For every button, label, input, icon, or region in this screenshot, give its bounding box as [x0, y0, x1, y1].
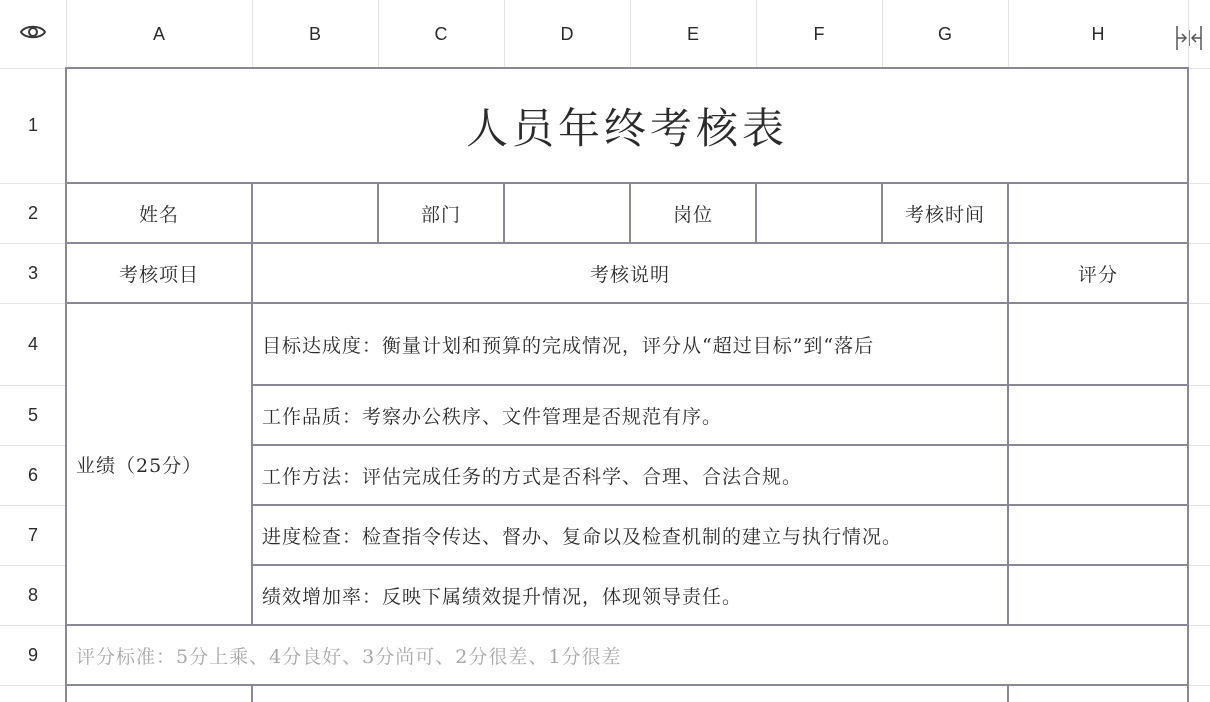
cell-time-value[interactable] [1009, 184, 1187, 242]
cell-score-4[interactable] [1009, 506, 1187, 564]
cell-item-4[interactable]: 进度检查：检查指令传达、督办、复命以及检查机制的建立与执行情况。 [262, 525, 903, 548]
row-header-6[interactable]: 6 [27, 464, 38, 485]
cell-score-5[interactable] [1009, 566, 1187, 624]
table-border [1187, 67, 1189, 702]
grid-line [1188, 445, 1210, 446]
grid-line [378, 0, 379, 68]
grid-line [1008, 0, 1009, 68]
cell-post-value[interactable] [757, 184, 881, 242]
row-header-1[interactable]: 1 [27, 115, 38, 135]
column-resize-icon[interactable] [1174, 24, 1204, 52]
grid-line [0, 685, 66, 686]
cell-score-1[interactable] [1009, 304, 1187, 384]
grid-line [1188, 685, 1210, 686]
cell-category[interactable]: 业绩（25分） [76, 454, 203, 477]
grid-line [0, 183, 66, 184]
eye-icon[interactable] [19, 22, 47, 46]
grid-line [630, 0, 631, 68]
grid-line [1188, 385, 1210, 386]
cell-criteria[interactable]: 评分标准：5分上乘、4分良好、3分尚可、2分很差、1分很差 [76, 645, 622, 668]
cell-item-5[interactable]: 绩效增加率：反映下属绩效提升情况，体现领导责任。 [262, 585, 743, 608]
column-header-f[interactable]: F [813, 23, 825, 44]
row-header-5[interactable]: 5 [27, 404, 38, 425]
grid-line [0, 625, 66, 626]
grid-line [0, 445, 66, 446]
row-header-2[interactable]: 2 [27, 202, 38, 223]
row-header-4[interactable]: 4 [27, 333, 38, 354]
sheet-title[interactable]: 人员年终考核表 [465, 103, 788, 153]
column-header-c[interactable]: C [434, 23, 448, 44]
cell-item-3[interactable]: 工作方法：评估完成任务的方式是否科学、合理、合法合规。 [262, 465, 803, 488]
column-header-a[interactable]: A [152, 23, 165, 44]
grid-line [0, 303, 66, 304]
row-header-7[interactable]: 7 [27, 524, 38, 545]
grid-line [0, 565, 66, 566]
select-all-corner[interactable] [0, 0, 66, 68]
table-border [251, 684, 253, 702]
grid-line [252, 0, 253, 68]
grid-line [1188, 303, 1210, 304]
cell-item-1[interactable]: 目标达成度：衡量计划和预算的完成情况，评分从“超过目标”到“落后 [262, 334, 875, 357]
grid-line [1188, 183, 1210, 184]
cell-name-label[interactable]: 姓名 [138, 203, 179, 226]
row-header-8[interactable]: 8 [27, 584, 38, 605]
column-header-d[interactable]: D [560, 23, 574, 44]
cell-score-2[interactable] [1009, 386, 1187, 444]
column-header-e[interactable]: E [686, 23, 699, 44]
column-header-h[interactable]: H [1091, 23, 1105, 44]
cell-dept-label[interactable]: 部门 [420, 203, 461, 226]
grid-line [0, 385, 66, 386]
cell-desc-header[interactable]: 考核说明 [589, 263, 670, 286]
grid-line [0, 243, 66, 244]
row-header-9[interactable]: 9 [27, 644, 38, 665]
cell-score-header[interactable]: 评分 [1077, 263, 1118, 286]
column-header-g[interactable]: G [937, 23, 952, 44]
grid-line [0, 505, 66, 506]
grid-line [1188, 243, 1210, 244]
grid-line [1188, 625, 1210, 626]
grid-line [882, 0, 883, 68]
cell-time-label[interactable]: 考核时间 [904, 203, 985, 226]
grid-line [756, 0, 757, 68]
cell-score-3[interactable] [1009, 446, 1187, 504]
table-border [66, 684, 1189, 686]
grid-line [1188, 505, 1210, 506]
cell-dept-value[interactable] [505, 184, 629, 242]
row-header-3[interactable]: 3 [27, 262, 38, 283]
table-border [1007, 684, 1009, 702]
cell-name-value[interactable] [253, 184, 377, 242]
grid-line [1188, 565, 1210, 566]
cell-item-header[interactable]: 考核项目 [118, 263, 199, 286]
grid-line [504, 0, 505, 68]
cell-post-label[interactable]: 岗位 [672, 203, 713, 226]
column-header-b[interactable]: B [308, 23, 321, 44]
cell-item-2[interactable]: 工作品质：考察办公秩序、文件管理是否规范有序。 [262, 405, 723, 428]
